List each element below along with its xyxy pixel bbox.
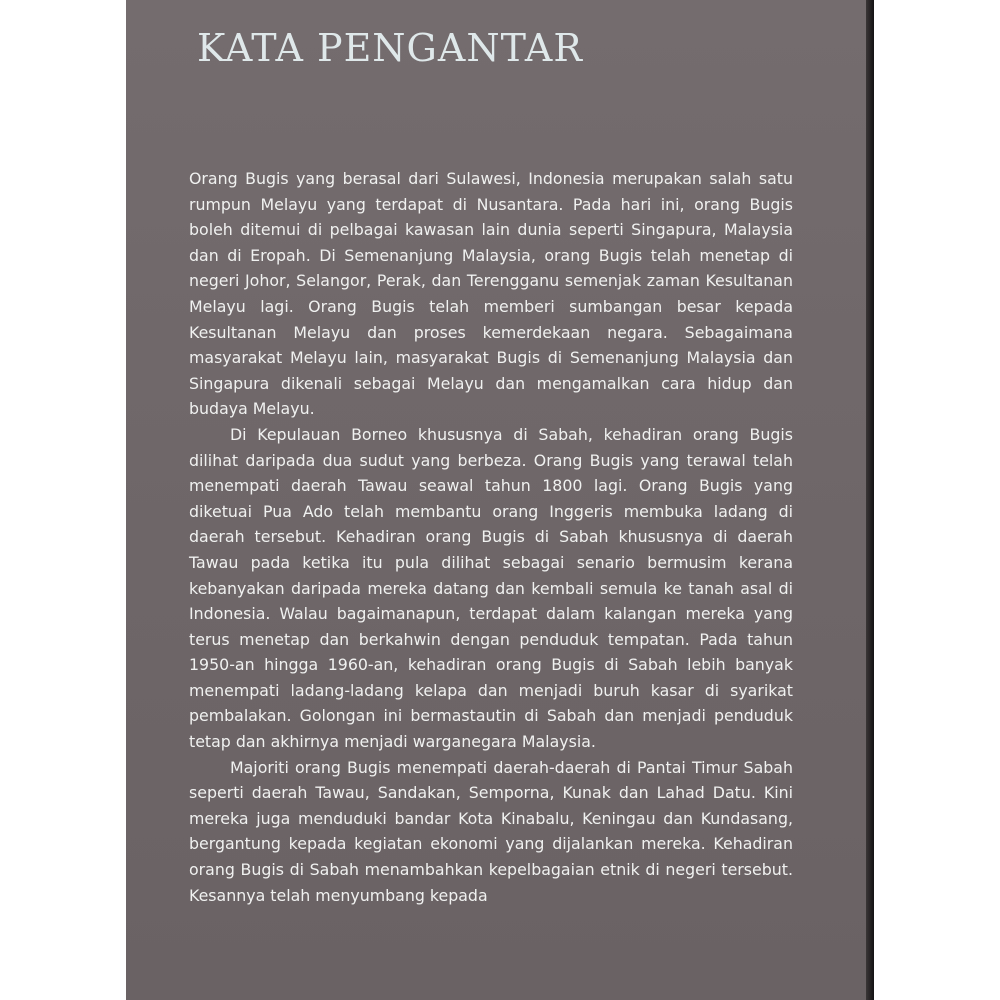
page-heading: KATA PENGANTAR (197, 26, 583, 70)
book-page (126, 0, 870, 1000)
body-text (189, 166, 793, 908)
paragraph-2: Di Kepulauan Borneo khususnya di Sabah, kehadiran orang Bugis dilihat daripada dua sudut yang berbeza. Orang Bugis yang terawal telah menempati daerah Tawau seawal tahun 1800 lagi. Orang Bugis yang diketuai Pua Ado telah membantu orang Inggeris membuka ladang di daerah tersebut. Kehadiran orang Bugis di Sabah khususnya di daerah Tawau pada ketika itu pula dilihat sebagai senario bermusim kerana kebanyakan daripada mereka datang dan kembali semula ke tanah asal di Indonesia. Walau bagaimanapun, terdapat dalam kalangan mereka yang terus menetap dan berkahwin dengan penduduk tempatan. Pada tahun 1950-an hingga 1960-an, kehadiran orang Bugis di Sabah lebih banyak menempati ladang-ladang kelapa dan menjadi buruh kasar di syarikat pembalakan. Golongan ini bermastautin di Sabah dan menjadi penduduk tetap dan akhirnya menjadi warganegara Malaysia. (189, 424, 793, 752)
book-edge-shadow (866, 0, 874, 1000)
paragraph-3: Majoriti orang Bugis menempati daerah-daerah di Pantai Timur Sabah seperti daerah Tawau, Sandakan, Semporna, Kunak dan Lahad Datu. Kini mereka juga menduduki bandar Kota Kinabalu, Keningau dan Kundasang, bergantung kepada kegiatan ekonomi yang dijalankan mereka. Kehadiran orang Bugis di Sabah menambahkan kepelbagaian etnik di negeri tersebut. Kesannya telah menyumbang kepada (189, 757, 793, 905)
paragraph-1: Orang Bugis yang berasal dari Sulawesi, Indonesia merupakan salah satu rumpun Melayu yang terdapat di Nusantara. Pada hari ini, orang Bugis boleh ditemui di pelbagai kawasan lain dunia seperti Singapura, Malaysia dan di Eropah. Di Semenanjung Malaysia, orang Bugis telah menetap di negeri Johor, Selangor, Perak, dan Terengganu semenjak zaman Kesultanan Melayu lagi. Orang Bugis telah memberi sumbangan besar kepada Kesultanan Melayu dan proses kemerdekaan negara. Sebagaimana masyarakat Melayu lain, masyarakat Bugis di Semenanjung Malaysia dan Singapura dikenali sebagai Melayu dan mengamalkan cara hidup dan budaya Melayu. (189, 169, 793, 419)
